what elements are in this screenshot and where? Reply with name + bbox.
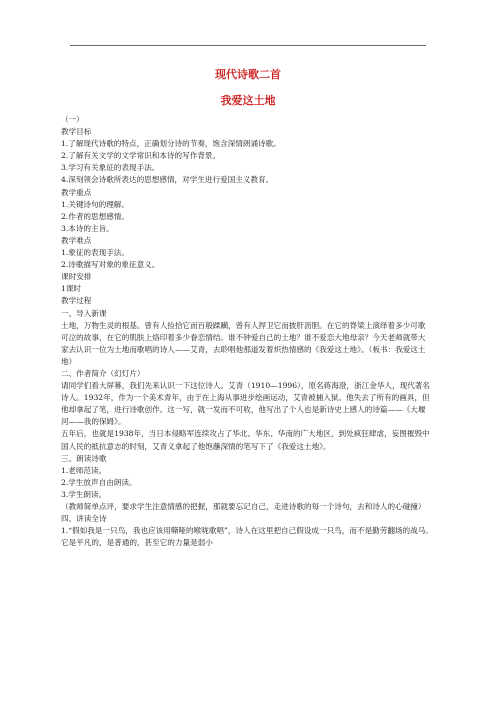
paragraph: 教学目标 bbox=[61, 127, 92, 137]
paragraph: 二、作者简介（幻灯片） bbox=[61, 368, 145, 378]
paragraph: 2.作者的思想感情。 bbox=[61, 211, 129, 221]
paragraph: （教师简单点评，要求学生注意情感的把握，那就要忘记自己，走进诗歌的每一个诗句，去和诗人的心碰撞） bbox=[61, 502, 426, 511]
paragraph: 教学重点 bbox=[61, 187, 92, 197]
paragraph: 1课时 bbox=[61, 284, 82, 294]
paragraph: 教学过程 bbox=[61, 296, 92, 306]
paragraph: 1.了解现代诗歌的特点，正确划分诗的节奏，饱含深情朗诵诗歌。 bbox=[61, 139, 281, 149]
paragraph: 三、朗读诗歌 bbox=[61, 453, 107, 463]
paragraph: 请同学们看大屏幕，我们先来认识一下这位诗人。艾青（1910—1996），原名蒋海澄，浙江金华人，现代著名诗人。1932年，作为一个美术青年，由于在上海从事进步绘画运动，艾青被捕入狱。他失去了所有的画具，但他却拿起了笔，进行诗歌创作。这一写，就一发而不可收，他写出了个人也是新诗史上感人的诗篇——《大堰河——我的保姆》。 bbox=[61, 381, 430, 427]
paragraph: 3.学生朗读。 bbox=[61, 489, 107, 499]
paragraph: 1.“假如我是一只鸟，我也应该用嘶哑的喉咙歌唱”，诗人在这里把自己假设成一只鸟，而不是勤劳翻场的战马。它是平凡的，是普通的，甚至它的力量是弱小 bbox=[61, 526, 433, 548]
paragraph: 一、导入新课 bbox=[61, 308, 107, 318]
paragraph: 1.老师范读。 bbox=[61, 465, 107, 475]
paragraph: 4.深刻领会诗歌所表达的思想感情，对学生进行爱国主义教育。 bbox=[61, 175, 274, 185]
paragraph: 教学难点 bbox=[61, 235, 92, 245]
paragraph: 2.了解有关文学的文学常识和本诗的写作背景。 bbox=[61, 151, 221, 161]
paragraph: 2.学生放声自由朗读。 bbox=[61, 477, 137, 487]
paragraph: 五年后，也就是1938年，当日本侵略军连续攻占了华北、华东、华南的广大地区，到处疯狂肆虐，妄图摧毁中国人民的抵抗意志的时刻，艾青义拿起了他饱蘸深情的笔写下了《我爱这土地》。 bbox=[61, 429, 430, 451]
paragraph: 1.关键诗句的理解。 bbox=[61, 199, 129, 209]
poem-title: 我爱这土地 bbox=[220, 94, 276, 107]
paragraph: 3.学习有关象征的表现手法。 bbox=[61, 163, 160, 173]
paragraph: （一） bbox=[61, 115, 84, 124]
paragraph: 四、讲读全诗 bbox=[61, 514, 107, 524]
document-body bbox=[61, 114, 433, 549]
paragraph: 1.象征的表现手法。 bbox=[61, 248, 129, 258]
paragraph: 3.本诗的主旨。 bbox=[61, 223, 114, 233]
document-title: 现代诗歌二首 bbox=[215, 68, 281, 81]
paragraph: 课时安排 bbox=[61, 272, 92, 282]
header-rule bbox=[70, 45, 426, 46]
paragraph: 土地，万物生灵的根基。曾有人捡拾它而百般蹂躏，曾有人捍卫它而披肝沥胆。在它的脊梁上演绎着多少可歌可泣的故事，在它的肌肤上烙印着多少眷恋情结。谁不钟爱自己的土地？谁不爱恋大地母亲？今天老师就带大家去认识一位为土地而歌唱的诗人——艾青，去聆唱他那道发着炽热情感的《我爱这土地》。（板书：我爱这土地） bbox=[61, 320, 426, 366]
paragraph: 2.诗歌描写对象的象征意义。 bbox=[61, 260, 160, 270]
